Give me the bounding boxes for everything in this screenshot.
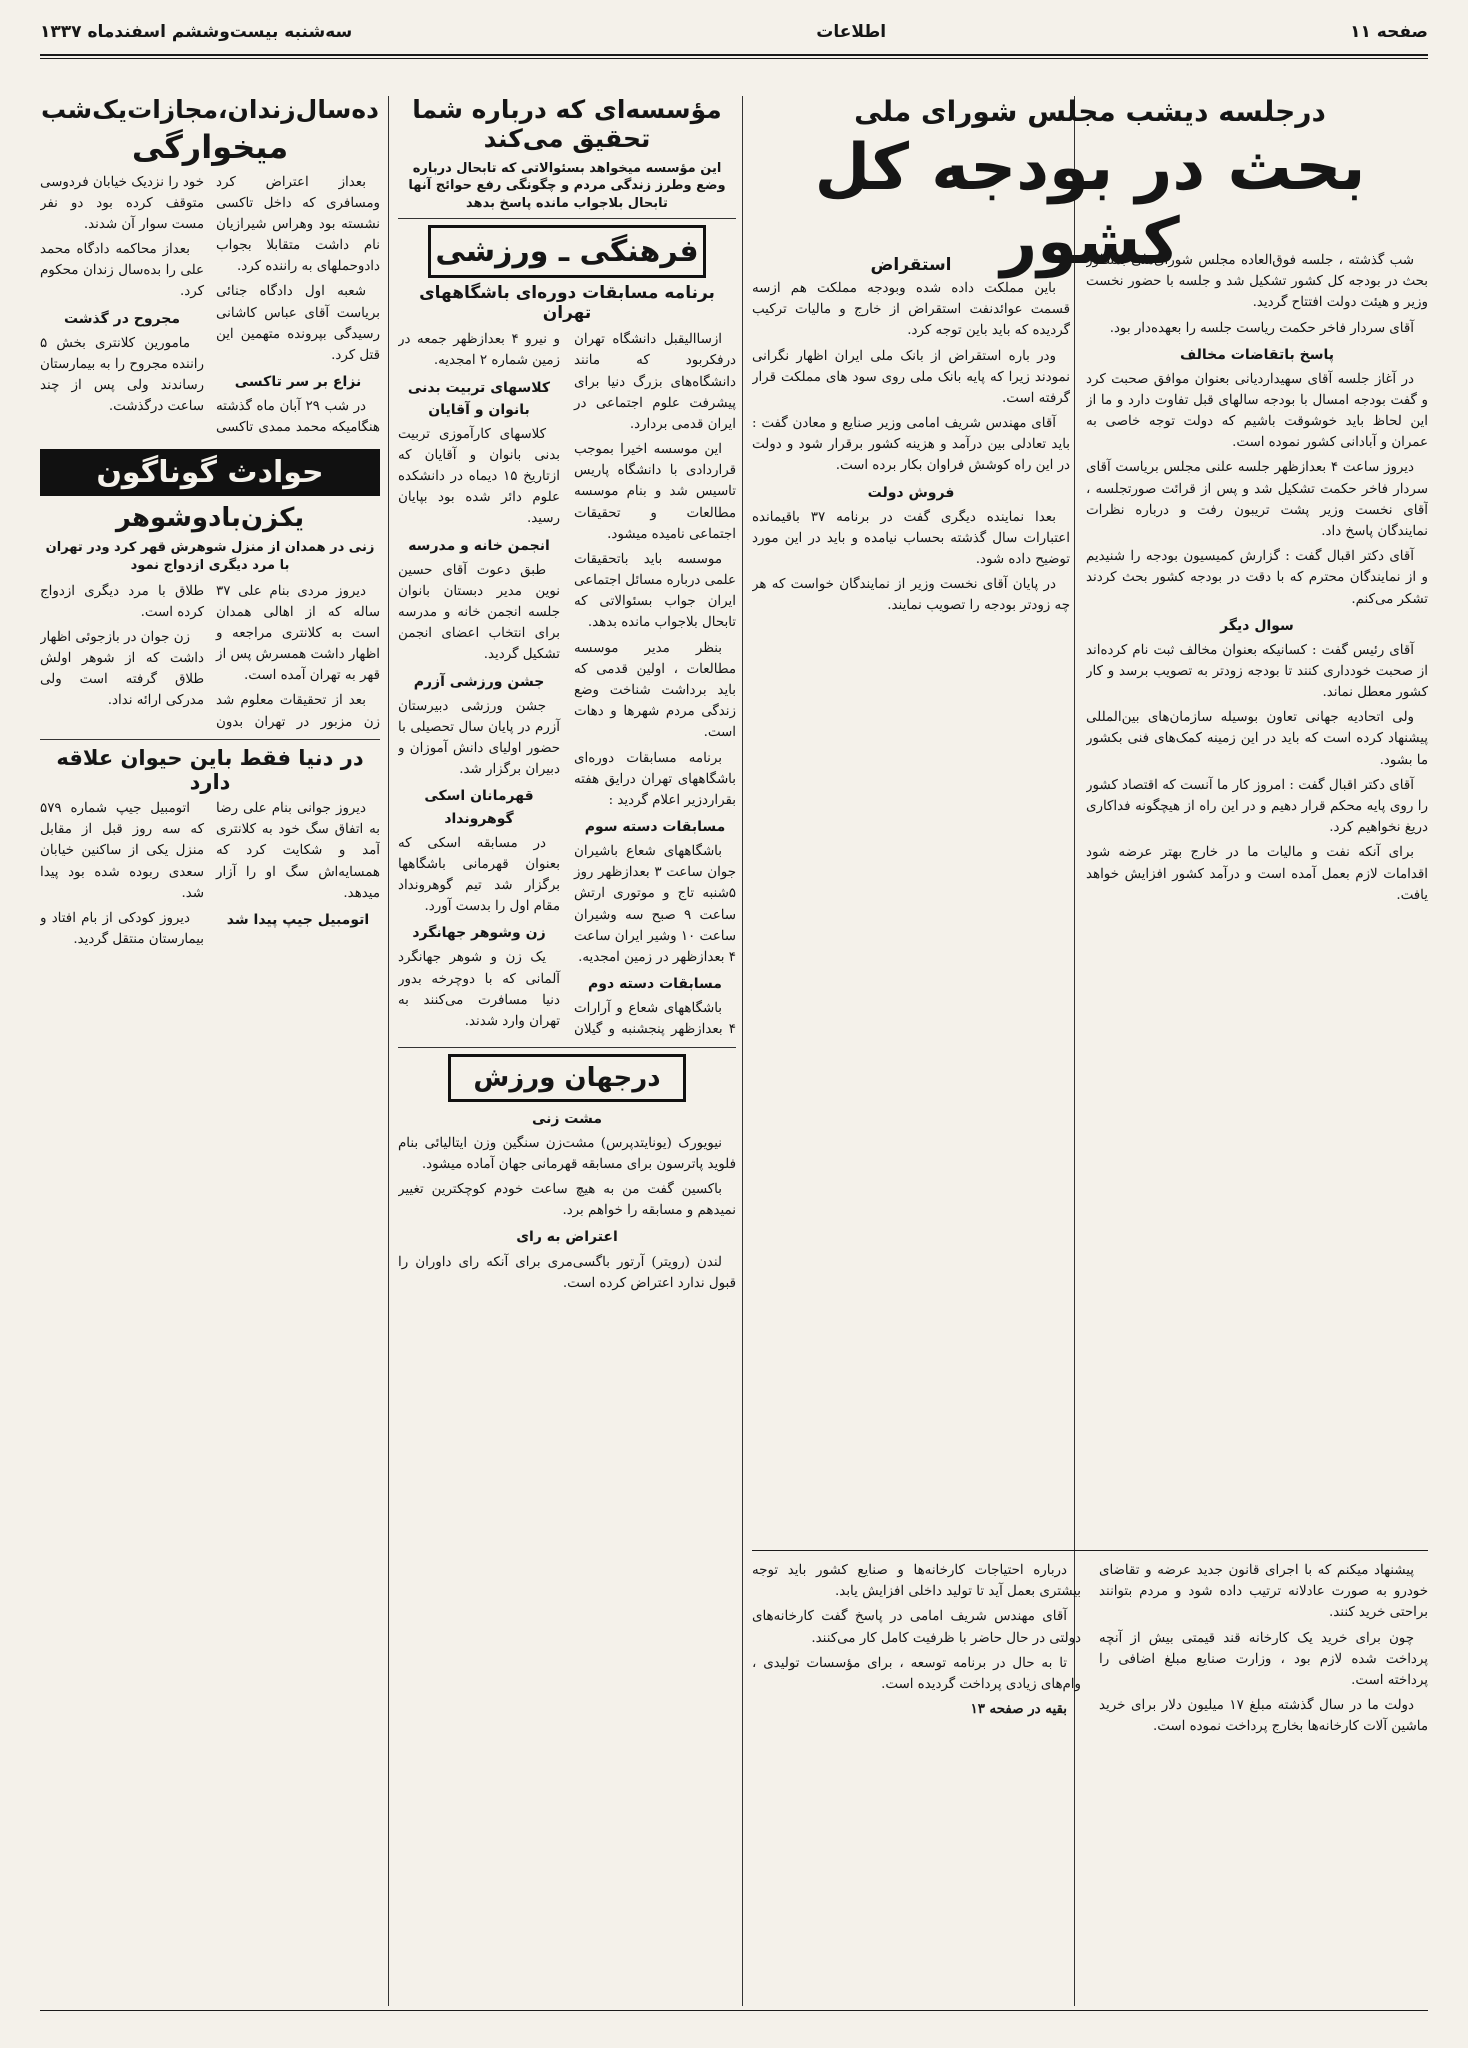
events-paragraph: بعد از تحقیقات معلوم شد زن مزبور در تهران بدون طلاق با مرد دیگری ازدواج کرده است.	[40, 583, 380, 730]
world-sports-paragraph: باکسین گفت من به هیچ ساعت خودم کوچکترین تغییر نمیدهم و مسابقه را خواهم برد.	[398, 1182, 736, 1219]
income-paragraph: آقای مهندس شریف امامی وزیر صنایع و معادن گفت : باید تعادلی بین درآمد و هزینه کشور برقرار شود و دولت در این راه کوشش فراوان بکار برده است.	[752, 416, 1070, 474]
events-paragraph: اتومبیل جیپ شماره ۵۷۹ که سه روز قبل از مقابل منزل یکی از ساکنین خیابان سعدی ربوده شده بود پیدا شد.	[40, 801, 204, 901]
budget-paragraph: دیروز ساعت ۴ بعدازظهر جلسه علنی مجلس بریاست آقای سردار فاخر حکمت تشکیل شد و پس از قرائت صورتجلسه ، آقای نخست وزیر پشت تریبون رفت و درباره نظرات نمایندگان پاسخ داد.	[1086, 460, 1428, 539]
budget-paragraph: شب گذشته ، جلسه فوق‌العاده مجلس شورای‌ملی بمنظور بحث در بودجه کل کشور تشکیل شد و جلسه با حضور نخست وزیر و هیئت دولت افتتاح گردید.	[1086, 253, 1428, 311]
header-rule	[40, 54, 1428, 56]
sports-subhead: قهرمانان اسکی گوهرونداد	[424, 788, 534, 827]
budget-paragraph: آقای سردار فاخر حکمت ریاست جلسه را بعهده‌دار بود.	[1109, 320, 1414, 336]
world-sports-subhead: اعتراض به رای	[516, 1229, 618, 1246]
institute-paragraph: موسسه باید باتحقیقات علمی درباره مسائل اجتماعی ایران جواب بسئوالاتی که تابحال بلاجواب مانده بدهد.	[574, 551, 736, 631]
budget-paragraph: آقای رئیس گفت : کسانیکه بعنوان مخالف ثبت نام کرده‌اند از صحبت خودداری کنند تا بودجه زودتر به تصویب برسد و کار کشور معطل نماند.	[1086, 642, 1428, 701]
culture-sports-headline: برنامه مسابقات دوره‌ای باشگاههای تهران	[419, 283, 715, 323]
left-column	[40, 96, 380, 1956]
institute-headline: مؤسسه‌ای که درباره شما تحقیق می‌کند	[412, 96, 722, 153]
institute-paragraph: بنظر مدیر موسسه مطالعات ، اولین قدمی که باید برداشت شناخت وضع زندگی مردم شهرها و دهات است.	[574, 640, 736, 741]
income-paragraph: باین مملکت داده شده وبودجه مملکت هم ازسه قسمت عوائدنفت استقراض از خارج و مالیات ترکیب گردیده که باید باین توجه کرد.	[752, 281, 1070, 339]
world-sports-subhead: مشت زنی	[531, 1110, 603, 1127]
prison-subhead: مجروح در گذشت	[63, 310, 181, 327]
sports-subhead: جشن ورزشی آزرم	[413, 673, 545, 690]
culture-sports-banner: فرهنگی ـ ورزشی	[428, 225, 706, 278]
events-banner: حوادث گوناگون	[40, 449, 380, 496]
divider	[40, 739, 380, 740]
budget-paragraph: برای آنکه نفت و مالیات ما در خارج بهتر عرضه شود اقدامات لازم بعمل آمده است و درآمد کشور افزایش خواهد یافت.	[1086, 845, 1428, 903]
budget-paragraph: آقای دکتر اقبال گفت : امروز کار ما آنست که اقتصاد کشور را روی پایه محکم قرار دهیم و در این راه از هیچگونه فداکاری دریغ نخواهیم کرد.	[1086, 777, 1428, 836]
income-headline: استقراض	[870, 255, 952, 275]
law-paragraph: دولت ما در سال گذشته مبلغ ۱۷ میلیون دلار برای خرید ماشین آلات کارخانه‌ها بخارج پرداخت نموده است.	[1099, 1698, 1428, 1735]
prison-paragraph: بعداز اعتراض کرد ومسافری که داخل تاکسی نشسته بود وهراس شیرازیان نام داشت متقابلا بجواب دادوحملهای به راننده کرد.	[216, 174, 380, 275]
paper-name: اطلاعات	[816, 22, 887, 42]
events-headline: یکزن‌بادوشوهر	[115, 502, 305, 533]
budget-kicker: درجلسه دیشب مجلس شورای ملی	[854, 96, 1326, 128]
prison-subhead: نزاع بر سر تاکسی	[234, 374, 362, 391]
income-paragraph: بعدا نماینده دیگری گفت در برنامه ۳۷ باقیمانده اعتبارات سال گذشته بحساب نیامده و باید در این مورد توضیح داده شود.	[752, 509, 1070, 567]
income-paragraph: در پایان آقای نخست وزیر از نمایندگان خواست که هر چه زودتر بودجه را تصویب نمایند.	[752, 577, 1070, 614]
sports-subhead: مسابقات دسته سوم	[584, 819, 726, 836]
animal-headline: در دنیا فقط باین حیوان علاقه دارد	[56, 745, 364, 794]
law-paragraph: پیشنهاد میکنم که با اجرای قانون جدید عرضه و تقاضای خودرو به صورت عادلانه ترتیب داده شود و مردم بتوانند براحتی خرید کنند.	[1099, 1563, 1428, 1621]
prison-paragraph: مامورین کلانتری بخش ۵ راننده مجروح را به بیمارستان رساندند ولی پس از چند ساعت درگذشت.	[40, 335, 204, 415]
institute-paragraph: این موسسه اخیرا بموجب قراردادی با دانشگاه پاریس تاسیس شد و بنام موسسه مطالعات و تحقیقات اجتماعی نامیده میشود.	[574, 442, 736, 542]
events-paragraph: دیروز جوانی بنام علی رضا به اتفاق سگ خود به کلانتری آمد و شکایت کرد که همسایه‌اش سگ او را آزار میدهد.	[216, 801, 380, 901]
budget-paragraph: در آغاز جلسه آقای سهیداردیانی بعنوان موافق صحبت کرد و گفت بودجه امسال با بودجه سالهای قبل تفاوت دارد و ما از این لحاظ باید خوشوقت باشیم که دولت توجه خاصی به عمران و آبادانی کشور نموده است.	[1086, 371, 1428, 451]
income-paragraph: ودر باره استقراض از بانک ملی ایران اظهار نگرانی نمودند زیرا که پایه بانک ملی روی سود های مملکت قرار گرفته است.	[752, 348, 1070, 406]
sports-subhead: انجمن خانه و مدرسه	[408, 537, 550, 554]
budget-headline: بحث در بودجه کل کشور	[814, 131, 1366, 279]
header-rule-thin	[40, 58, 1428, 59]
budget-paragraph: آقای دکتر اقبال گفت : گزارش کمیسیون بودجه را شنیدیم و از نمایندگان محترم که با دقت در بودجه کشور بحث کردند تشکر می‌کنم.	[1086, 549, 1428, 607]
sports-paragraph: باشگاههای شعاع و آرارات ۴ بعدازظهر پنجشنبه و گیلان و نیرو ۴ بعدازظهر جمعه در زمین شماره ۲ امجدیه.	[398, 332, 736, 1038]
sports-paragraph: کلاسهای کارآموزی تربیت بدنی بانوان و آقایان که ازتاریخ ۱۵ دیماه در دانشکده علوم دائر شده بود بپایان رسید.	[398, 426, 560, 527]
institute-paragraph: ازساالیقبل دانشگاه تهران درفکربود که مانند دانشگاه‌های بزرگ دنیا برای پیشرفت علوم اجتماعی در ایران قدمی بردارد.	[574, 332, 736, 432]
sports-intro: برنامه مسابقات دوره‌ای باشگاههای تهران درایق هفته بقراردزیر اعلام گردید :	[574, 750, 736, 808]
sports-subhead: مسابقات دسته دوم	[588, 976, 722, 993]
events-paragraph: دیروز مردی بنام علی ۳۷ ساله که از اهالی همدان است به کلانتری مراجعه و اظهار داشت همسرش پس از قهر به تهران آمده است.	[216, 583, 380, 684]
world-sports-banner: درجهان ورزش	[448, 1054, 686, 1102]
divider	[398, 218, 736, 219]
column-rule	[388, 96, 389, 2006]
budget-subhead: پاسخ باتقاضات مخالف	[1179, 346, 1335, 363]
income-article-body	[752, 250, 1070, 1540]
sports-paragraph: در مسابقه اسکی که بعنوان قهرمانی باشگاهها برگزار شد تیم گوهرونداد مقام اول را بدست آورد.	[398, 835, 560, 915]
events-subhead-jeep: اتومبیل جیپ پیدا شد	[226, 911, 370, 928]
sports-paragraph: جشن ورزشی دبیرستان آزرم در پایان سال تحصیلی با حضور اولیای دانش آموزان و دبیران برگزار شد.	[398, 698, 560, 778]
column-rule	[742, 96, 743, 2006]
budget-article-body	[1086, 250, 1428, 1540]
issue-date: سه‌شنبه بیست‌وششم اسفندماه ۱۳۳۷	[40, 22, 353, 42]
prison-paragraph: بعداز محاکمه دادگاه محمد علی را بده‌سال زندان محکوم کرد.	[40, 242, 204, 300]
income-subhead: فروش دولت	[867, 484, 955, 501]
events-paragraph: زن جوان در بازجوئی اظهار داشت که از شوهر اولش طلاق گرفته است ولی مدرکی ارائه نداد.	[40, 629, 204, 709]
law-paragraph: چون برای خرید یک کارخانه قند قیمتی بیش از آنچه پرداخت شده لازم بود ، وزارت صنایع مبلغ اضافی را پرداخته است.	[1099, 1630, 1428, 1688]
law-article-body	[752, 1560, 1428, 2000]
world-sports-paragraph: نیویورک (یونایتدپرس) مشت‌زن سنگین وزن ایتالیائی بنام فلوید پاترسون برای مسابقه قهرمانی جهان آماده میشود.	[398, 1135, 736, 1172]
budget-subhead: سوال دیگر	[1220, 617, 1294, 634]
continued-note: بقیه در صفحه ۱۳	[970, 1701, 1067, 1718]
law-paragraph: درباره احتیاجات کارخانه‌ها و صنایع کشور باید توجه بیشتری بعمل آید تا تولید داخلی افزایش یابد.	[752, 1563, 1081, 1600]
sports-paragraph: طبق دعوت آقای حسین نوین مدیر دبستان بانوان جلسه انجمن خانه و مدرسه برای انتخاب اعضای انجمن تشکیل گردید.	[398, 562, 560, 663]
page-number: صفحه ۱۱	[1350, 22, 1428, 42]
footer-rule	[40, 2010, 1428, 2011]
section-rule	[752, 1550, 1428, 1551]
budget-paragraph: ولی اتحادیه جهانی تعاون بوسیله سازمان‌های بین‌المللی پیشنهاد کرده است که باید در این زمینه کمک‌های فنی بکشور ما بشود.	[1086, 710, 1428, 768]
center-column	[398, 96, 736, 1936]
sports-subhead: کلاسهای تربیت بدنی بانوان و آقایان	[407, 379, 551, 418]
sports-subhead: زن وشوهر جهانگرد	[412, 925, 546, 942]
events-subhead: زنی در همدان از منزل شوهرش قهر کرد ودر تهران با مرد دیگری ازدواج نمود	[45, 540, 375, 573]
prison-paragraph: شعبه اول دادگاه جنائی بریاست آقای عباس کاشانی رسیدگی بپرونده متهمین این قتل کرد.	[216, 284, 380, 363]
prison-paragraph: در شب ۲۹ آبان ماه گذشته هنگامیکه محمد ممدی تاکسی خود را نزدیک خیابان فردوسی متوقف کرده بود دو نفر مست سوار آن شدند.	[40, 174, 380, 436]
divider	[398, 1047, 736, 1048]
prison-headline: ده‌سال‌زندان،مجازات‌یک‌شب	[41, 96, 379, 124]
sports-paragraph: باشگاههای شعاع باشیران جوان ساعت ۳ بعدازظهر روز ۵شنبه تاج و موتوری ارتش ساعت ۹ صبح سه وشیران ساعت ۱۰ وشیر ایران ساعت ۴ بعدازظهر در زمین امجدیه.	[574, 844, 736, 965]
prison-headline-2: میخوارگی	[131, 127, 289, 166]
events-paragraph: دیروز کودکی از بام افتاد و بیمارستان منتقل گردید.	[40, 910, 204, 948]
world-sports-paragraph: لندن (رویتر) آرتور باگسی‌مری برای آنکه رای داوران را قبول ندارد اعتراض کرده است.	[398, 1254, 736, 1291]
institute-subhead: این مؤسسه میخواهد بسئوالاتی که تابحال درباره وضع وطرز زندگی مردم و چگونگی رفع حوائج آنها تابحال بلاجواب مانده پاسخ بدهد	[408, 160, 726, 211]
law-paragraph: تا به حال در برنامه توسعه ، برای مؤسسات تولیدی ، وام‌های زیادی پرداخت گردیده است.	[752, 1655, 1081, 1692]
sports-paragraph: یک زن و شوهر جهانگرد آلمانی که با دوچرخه بدور دنیا مسافرت می‌کنند به تهران وارد شدند.	[398, 950, 560, 1029]
page-header	[40, 14, 1428, 50]
law-paragraph: آقای مهندس شریف امامی در پاسخ گفت کارخانه‌های دولتی در حال حاضر با ظرفیت کامل کار می‌کنند.	[752, 1609, 1081, 1646]
